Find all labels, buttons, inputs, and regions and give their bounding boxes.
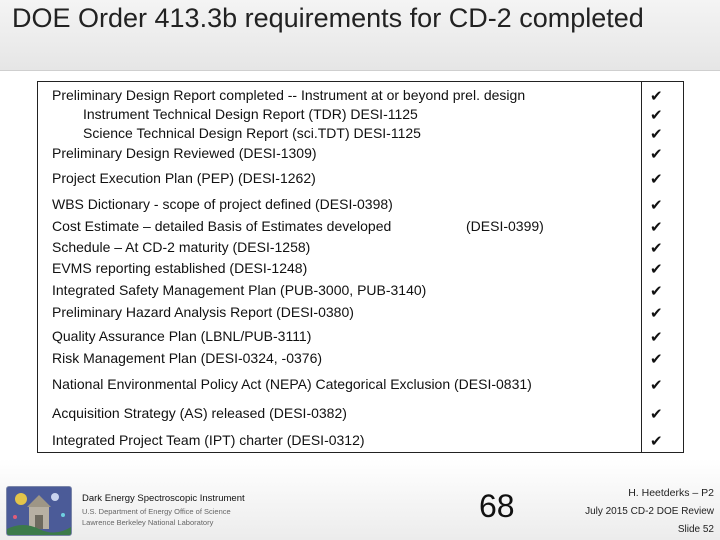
check-mark-icon: ✔: [650, 376, 663, 394]
check-mark-icon: ✔: [650, 239, 663, 257]
column-divider: [641, 82, 642, 452]
desi-logo-graphic: [7, 487, 71, 535]
check-mark-icon: ✔: [650, 125, 663, 143]
requirements-table: [37, 81, 684, 453]
org-department: U.S. Department of Energy Office of Science: [82, 507, 231, 516]
requirement-label: Science Technical Design Report (sci.TDT) DESI-1125: [83, 125, 421, 141]
requirement-label: Preliminary Design Reviewed (DESI-1309): [52, 145, 317, 161]
check-mark-icon: ✔: [650, 260, 663, 278]
requirement-label: Quality Assurance Plan (LBNL/PUB-3111): [52, 328, 312, 344]
slide-title: DOE Order 413.3b requirements for CD-2 completed: [12, 3, 644, 33]
check-mark-icon: ✔: [650, 218, 663, 236]
requirement-label: WBS Dictionary - scope of project defined (DESI-0398): [52, 196, 393, 212]
requirement-label: Schedule – At CD-2 maturity (DESI-1258): [52, 239, 311, 255]
check-mark-icon: ✔: [650, 106, 663, 124]
requirement-label: Project Execution Plan (PEP) (DESI-1262): [52, 170, 316, 186]
check-mark-icon: ✔: [650, 145, 663, 163]
title-bar: [0, 0, 720, 71]
requirement-label: Preliminary Design Report completed -- Instrument at or beyond prel. design: [52, 87, 526, 103]
slide-number-label: Slide 52: [677, 524, 714, 535]
requirement-label: Risk Management Plan (DESI-0324, -0376): [52, 350, 323, 366]
check-mark-icon: ✔: [650, 304, 663, 322]
event-label: July 2015 CD-2 DOE Review: [585, 506, 714, 517]
requirement-label: Integrated Safety Management Plan (PUB-3000, PUB-3140): [52, 282, 427, 298]
check-mark-icon: ✔: [650, 87, 663, 105]
speaker-label: H. Heetderks – P2: [628, 487, 714, 499]
org-laboratory: Lawrence Berkeley National Laboratory: [82, 518, 214, 527]
requirement-label: Preliminary Hazard Analysis Report (DESI-0380): [52, 304, 354, 320]
check-mark-icon: ✔: [650, 170, 663, 188]
requirement-label: EVMS reporting established (DESI-1248): [52, 260, 308, 276]
desi-logo: [6, 486, 72, 536]
check-mark-icon: ✔: [650, 282, 663, 300]
check-mark-icon: ✔: [650, 350, 663, 368]
check-mark-icon: ✔: [650, 432, 663, 450]
requirement-label: Cost Estimate – detailed Basis of Estimates developed: [52, 218, 392, 234]
check-mark-icon: ✔: [650, 196, 663, 214]
requirement-label: Instrument Technical Design Report (TDR) DESI-1125: [83, 106, 418, 122]
requirement-label: Acquisition Strategy (AS) released (DESI-0382): [52, 405, 347, 421]
page-number: 68: [479, 488, 515, 524]
check-mark-icon: ✔: [650, 328, 663, 346]
check-mark-icon: ✔: [650, 405, 663, 423]
org-name: Dark Energy Spectroscopic Instrument: [82, 493, 245, 504]
requirement-label: National Environmental Policy Act (NEPA) Categorical Exclusion (DESI-0831): [52, 376, 532, 392]
requirement-label: Integrated Project Team (IPT) charter (DESI-0312): [52, 432, 365, 448]
requirement-reference: (DESI-0399): [466, 218, 544, 234]
